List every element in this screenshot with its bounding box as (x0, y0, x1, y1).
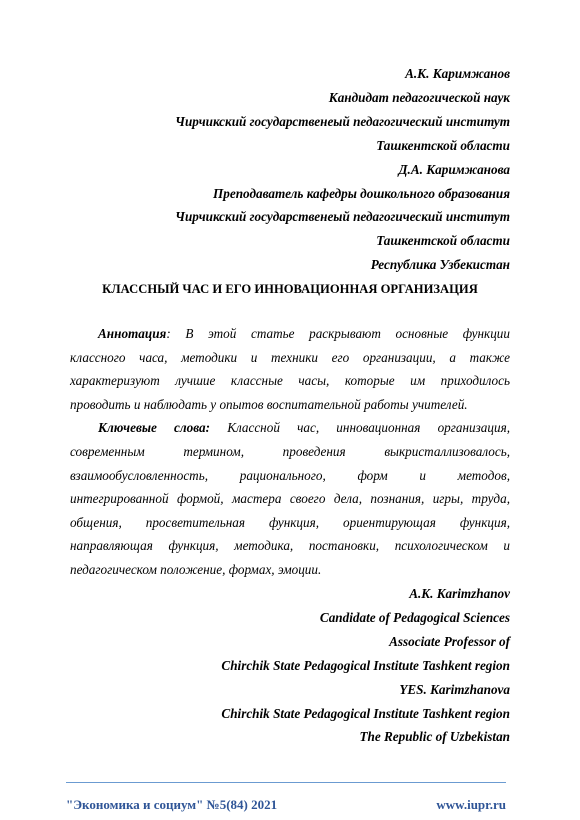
keywords-line: направляющая функция, методика, постановки, психологическом и (70, 538, 510, 554)
abstract-line: классного часа, методики и техники его организации, а также (70, 349, 510, 365)
author-line: Associate Professor of (389, 633, 510, 649)
abstract-line: характеризуют лучшие классные часы, которые им приходилось (70, 373, 510, 389)
article-title: КЛАССНЫЙ ЧАС И ЕГО ИННОВАЦИОННАЯ ОРГАНИЗАЦИЯ (102, 282, 478, 296)
keywords-line: педагогическом положение, формах, эмоции. (70, 561, 322, 577)
keywords-line: интегрированной формой, мастера своего дела, познания, игры, труда, (70, 491, 510, 507)
keywords-line: Ключевые слова: Классной час, инновационная организация, (98, 420, 510, 436)
author-line: Чирчикский государственеый педагогический институт (175, 113, 510, 129)
abstract-line: проводить и наблюдать у опытов воспитательной работы учителей. (70, 396, 468, 412)
authors-ru (70, 62, 510, 277)
author-line: Chirchik State Pedagogical Institute Tashkent region (221, 657, 510, 673)
author-line: Ташкентской области (376, 233, 510, 249)
author-line: Candidate of Pedagogical Sciences (319, 609, 510, 625)
author-line: Кандидат педагогической наук (328, 89, 510, 105)
author-line: Chirchik State Pedagogical Institute Tashkent region (221, 705, 510, 721)
abstract-label: Аннотация (98, 326, 167, 341)
author-line: Республика Узбекистан (370, 257, 510, 273)
footer-rule (66, 782, 506, 783)
author-line: Ташкентской области (376, 137, 510, 153)
author-line: Д.А. Каримжанова (398, 161, 510, 177)
author-line: Чирчикский государственеый педагогический институт (175, 209, 510, 225)
keywords-label: Ключевые слова: (98, 420, 211, 436)
author-line: А.К. Каримжанов (405, 66, 510, 81)
journal-name: "Экономика и социум" №5(84) 2021 (66, 797, 278, 812)
author-line: Преподаватель кафедры дошкольного образования (213, 185, 510, 201)
journal-url[interactable]: www.iupr.ru (436, 797, 506, 812)
keywords-line: взаимообусловленность, рационального, форм и методов, (70, 467, 510, 483)
author-line: YES. Karimzhanova (399, 681, 510, 697)
keywords-line: современным термином, проведения выкристаллизовалось, (70, 443, 510, 459)
author-line: A.K. Karimzhanov (409, 586, 510, 601)
abstract-section (70, 322, 510, 582)
keywords-line: общения, просветительная функция, ориентирующая функция, (70, 514, 510, 530)
authors-en (70, 582, 510, 749)
abstract-line: Аннотация: В этой статье раскрывают основные функции (98, 326, 510, 341)
author-line: The Republic of Uzbekistan (359, 729, 510, 745)
